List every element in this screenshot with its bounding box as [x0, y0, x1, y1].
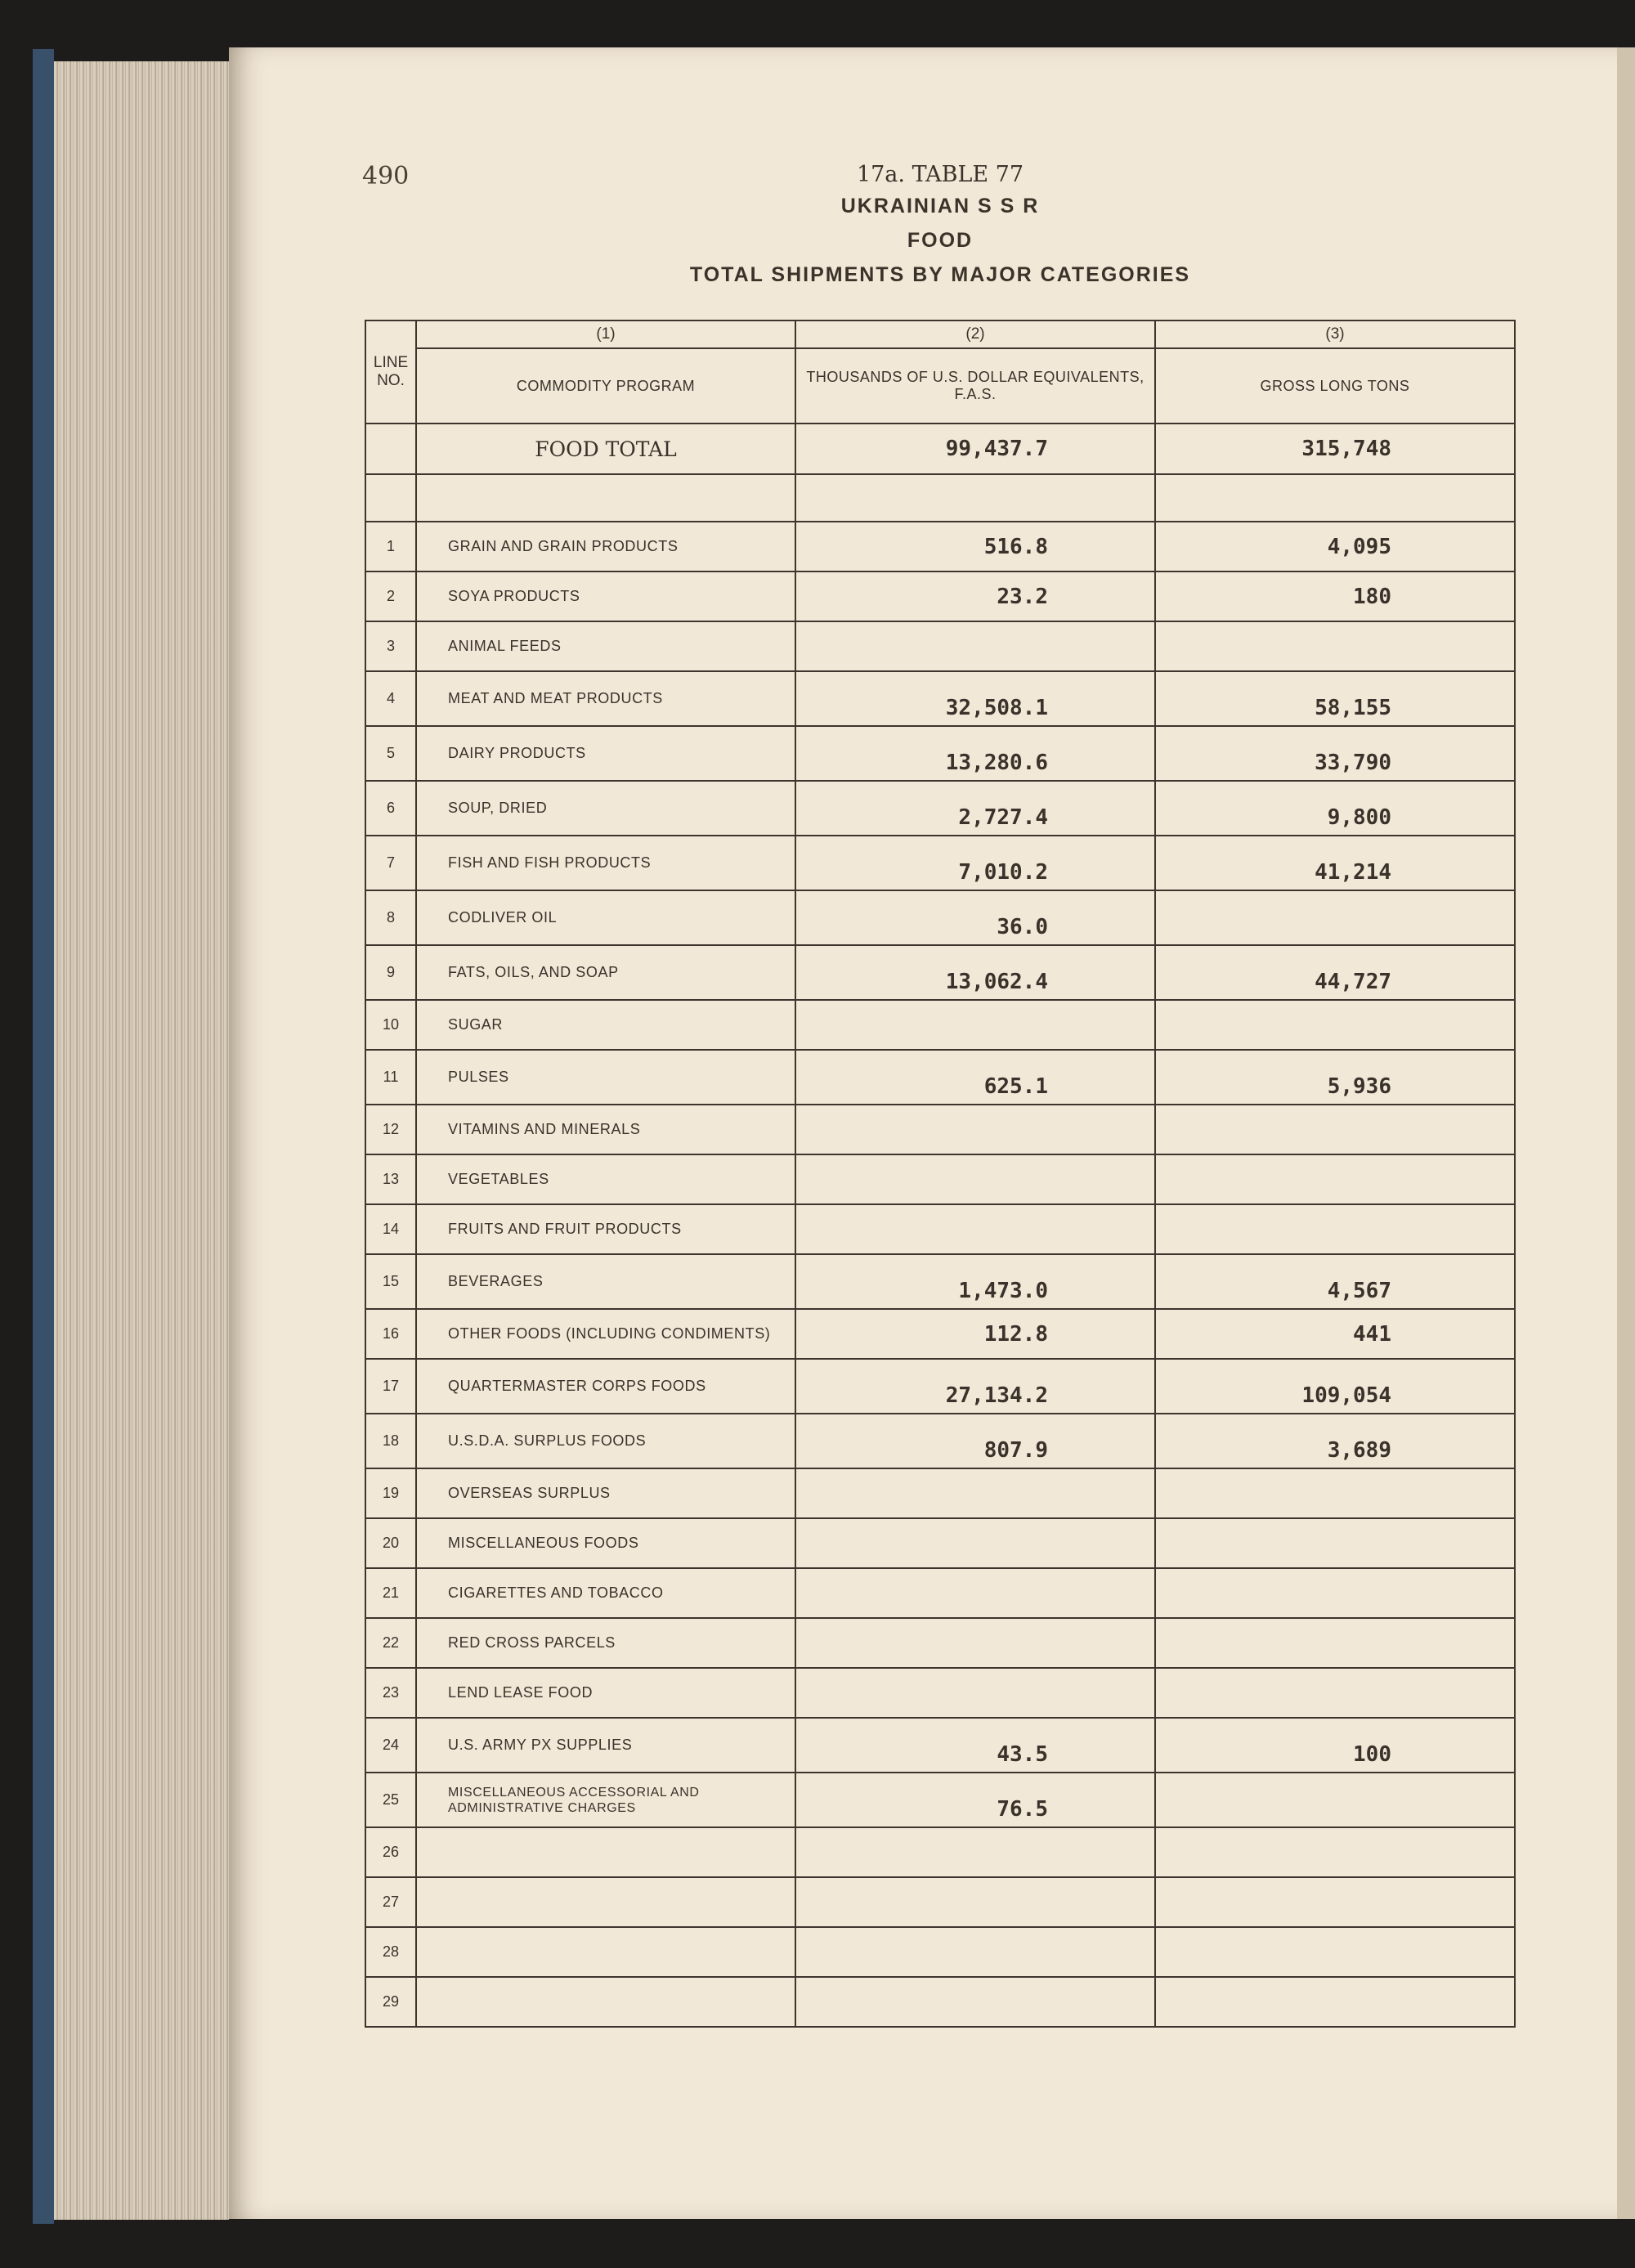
table-row [365, 1000, 1515, 1050]
table-row [365, 1827, 1515, 1877]
dollar-value [795, 1468, 1155, 1518]
commodity-program: MISCELLANEOUS ACCESSORIAL AND ADMINISTRATIVE CHARGES [416, 1773, 795, 1827]
commodity-program: MISCELLANEOUS FOODS [416, 1518, 795, 1568]
commodity-program: OTHER FOODS (INCLUDING CONDIMENTS) [416, 1309, 795, 1359]
table-row [365, 1977, 1515, 2027]
line-number: 28 [365, 1927, 416, 1977]
table-row [365, 726, 1515, 781]
table-row [365, 1414, 1515, 1468]
dollar-value: 625.1 [795, 1050, 1155, 1105]
tons-value [1155, 1154, 1515, 1204]
dollar-value [795, 1827, 1155, 1877]
tons-value: 109,054 [1155, 1359, 1515, 1414]
dollar-value [795, 1618, 1155, 1668]
commodity-program: FATS, OILS, AND SOAP [416, 945, 795, 1000]
line-number: 18 [365, 1414, 416, 1468]
total-line-cell [365, 424, 416, 474]
table-row [365, 1568, 1515, 1618]
column-header-row [365, 348, 1515, 424]
commodity-program: SUGAR [416, 1000, 795, 1050]
spacer-cell [1155, 474, 1515, 522]
commodity-program: SOUP, DRIED [416, 781, 795, 836]
tons-value: 5,936 [1155, 1050, 1515, 1105]
line-number: 12 [365, 1105, 416, 1154]
category-title: FOOD [907, 229, 974, 252]
page-number: 490 [362, 162, 410, 190]
line-number: 24 [365, 1718, 416, 1773]
commodity-program: MEAT AND MEAT PRODUCTS [416, 671, 795, 726]
tons-value [1155, 1518, 1515, 1568]
tons-value [1155, 1877, 1515, 1927]
tons-value [1155, 890, 1515, 945]
table-row [365, 1105, 1515, 1154]
commodity-program: SOYA PRODUCTS [416, 571, 795, 621]
table-row [365, 671, 1515, 726]
tons-value: 3,689 [1155, 1414, 1515, 1468]
tons-value [1155, 1773, 1515, 1827]
table-row [365, 836, 1515, 890]
table-id: 17a. TABLE 77 [856, 162, 1024, 187]
commodity-program: BEVERAGES [416, 1254, 795, 1309]
table-row [365, 945, 1515, 1000]
tons-value: 100 [1155, 1718, 1515, 1773]
table-row [365, 1254, 1515, 1309]
spacer-cell [365, 474, 416, 522]
table-row [365, 571, 1515, 621]
dollar-value: 32,508.1 [795, 671, 1155, 726]
commodity-program: OVERSEAS SURPLUS [416, 1468, 795, 1518]
dollar-value: 516.8 [795, 522, 1155, 571]
line-number: 13 [365, 1154, 416, 1204]
dollar-value [795, 1668, 1155, 1718]
commodity-program: GRAIN AND GRAIN PRODUCTS [416, 522, 795, 571]
commodity-program: QUARTERMASTER CORPS FOODS [416, 1359, 795, 1414]
line-number: 19 [365, 1468, 416, 1518]
dollar-value: 13,062.4 [795, 945, 1155, 1000]
table-row [365, 1618, 1515, 1668]
tons-value [1155, 1105, 1515, 1154]
line-no-header: LINE NO. [365, 320, 416, 424]
dollar-value: 1,473.0 [795, 1254, 1155, 1309]
commodity-program [416, 1977, 795, 2027]
dollar-value [795, 1977, 1155, 2027]
line-number: 17 [365, 1359, 416, 1414]
col-number-3: (3) [1155, 320, 1515, 348]
commodity-program-header: COMMODITY PROGRAM [416, 348, 795, 424]
country-title: UKRAINIAN S S R [840, 195, 1040, 217]
book-spine [33, 49, 54, 2224]
line-number: 21 [365, 1568, 416, 1618]
dollar-value: 36.0 [795, 890, 1155, 945]
table-row [365, 1468, 1515, 1518]
table-row [365, 1773, 1515, 1827]
table-row [365, 1877, 1515, 1927]
line-number: 9 [365, 945, 416, 1000]
tons-value: 180 [1155, 571, 1515, 621]
commodity-program: VITAMINS AND MINERALS [416, 1105, 795, 1154]
dollar-value: 13,280.6 [795, 726, 1155, 781]
dollar-value [795, 1927, 1155, 1977]
commodity-program: U.S.D.A. SURPLUS FOODS [416, 1414, 795, 1468]
dollar-value: 76.5 [795, 1773, 1155, 1827]
commodity-program: U.S. ARMY PX SUPPLIES [416, 1718, 795, 1773]
dollar-value [795, 1154, 1155, 1204]
commodity-program [416, 1877, 795, 1927]
dollar-value [795, 1000, 1155, 1050]
tons-value [1155, 1977, 1515, 2027]
line-number: 4 [365, 671, 416, 726]
line-number: 11 [365, 1050, 416, 1105]
tons-value: 33,790 [1155, 726, 1515, 781]
tons-value [1155, 621, 1515, 671]
commodity-program [416, 1827, 795, 1877]
tons-value [1155, 1204, 1515, 1254]
tons-value [1155, 1827, 1515, 1877]
commodity-program: LEND LEASE FOOD [416, 1668, 795, 1718]
table-row [365, 1359, 1515, 1414]
tons-value [1155, 1668, 1515, 1718]
commodity-program: RED CROSS PARCELS [416, 1618, 795, 1668]
table-subtitle: TOTAL SHIPMENTS BY MAJOR CATEGORIES [689, 263, 1191, 286]
line-number: 25 [365, 1773, 416, 1827]
table-row [365, 781, 1515, 836]
line-number: 1 [365, 522, 416, 571]
line-number: 26 [365, 1827, 416, 1877]
commodity-program: VEGETABLES [416, 1154, 795, 1204]
line-number: 7 [365, 836, 416, 890]
commodity-program: CODLIVER OIL [416, 890, 795, 945]
line-number: 10 [365, 1000, 416, 1050]
total-dollars: 99,437.7 [795, 424, 1155, 474]
spacer-row [365, 474, 1515, 522]
table-row [365, 1668, 1515, 1718]
dollar-value: 43.5 [795, 1718, 1155, 1773]
dollar-value [795, 1518, 1155, 1568]
table-row [365, 1718, 1515, 1773]
table-row [365, 890, 1515, 945]
dollar-value [795, 621, 1155, 671]
line-number: 20 [365, 1518, 416, 1568]
line-number: 27 [365, 1877, 416, 1927]
dollar-value [795, 1568, 1155, 1618]
line-number: 5 [365, 726, 416, 781]
total-label: FOOD TOTAL [416, 424, 795, 474]
dollar-value: 807.9 [795, 1414, 1155, 1468]
commodity-program: FISH AND FISH PRODUCTS [416, 836, 795, 890]
dollar-value: 112.8 [795, 1309, 1155, 1359]
tons-value: 41,214 [1155, 836, 1515, 890]
table-row [365, 1154, 1515, 1204]
line-number: 22 [365, 1618, 416, 1668]
page-edge-right [1617, 47, 1635, 2219]
commodity-program: ANIMAL FEEDS [416, 621, 795, 671]
tons-value [1155, 1618, 1515, 1668]
tons-value: 58,155 [1155, 671, 1515, 726]
line-number: 8 [365, 890, 416, 945]
dollar-value: 23.2 [795, 571, 1155, 621]
tons-value: 44,727 [1155, 945, 1515, 1000]
table-row [365, 522, 1515, 571]
tons-value: 441 [1155, 1309, 1515, 1359]
table-row [365, 1309, 1515, 1359]
col-number-2: (2) [795, 320, 1155, 348]
line-number: 14 [365, 1204, 416, 1254]
table-row [365, 1204, 1515, 1254]
table-row [365, 1518, 1515, 1568]
page-edges [54, 61, 229, 2220]
spacer-cell [416, 474, 795, 522]
tons-header: GROSS LONG TONS [1155, 348, 1515, 424]
dollar-value [795, 1105, 1155, 1154]
tons-value: 4,095 [1155, 522, 1515, 571]
commodity-program: CIGARETTES AND TOBACCO [416, 1568, 795, 1618]
tons-value [1155, 1927, 1515, 1977]
commodity-program: PULSES [416, 1050, 795, 1105]
line-number: 3 [365, 621, 416, 671]
line-number: 16 [365, 1309, 416, 1359]
dollar-value: 27,134.2 [795, 1359, 1155, 1414]
column-number-row [365, 320, 1515, 348]
dollar-value [795, 1204, 1155, 1254]
line-number: 15 [365, 1254, 416, 1309]
col-number-1: (1) [416, 320, 795, 348]
tons-value: 4,567 [1155, 1254, 1515, 1309]
table-row [365, 1927, 1515, 1977]
dollars-header: THOUSANDS OF U.S. DOLLAR EQUIVALENTS, F.A.S. [795, 348, 1155, 424]
spacer-cell [795, 474, 1155, 522]
tons-value [1155, 1568, 1515, 1618]
table-row [365, 621, 1515, 671]
dollar-value [795, 1877, 1155, 1927]
total-row [365, 424, 1515, 474]
tons-value [1155, 1000, 1515, 1050]
shipments-table [365, 320, 1516, 2028]
line-number: 2 [365, 571, 416, 621]
commodity-program: DAIRY PRODUCTS [416, 726, 795, 781]
total-tons: 315,748 [1155, 424, 1515, 474]
line-number: 29 [365, 1977, 416, 2027]
dollar-value: 2,727.4 [795, 781, 1155, 836]
table-row [365, 1050, 1515, 1105]
line-number: 23 [365, 1668, 416, 1718]
commodity-program: FRUITS AND FRUIT PRODUCTS [416, 1204, 795, 1254]
commodity-program [416, 1927, 795, 1977]
line-number: 6 [365, 781, 416, 836]
dollar-value: 7,010.2 [795, 836, 1155, 890]
tons-value [1155, 1468, 1515, 1518]
tons-value: 9,800 [1155, 781, 1515, 836]
